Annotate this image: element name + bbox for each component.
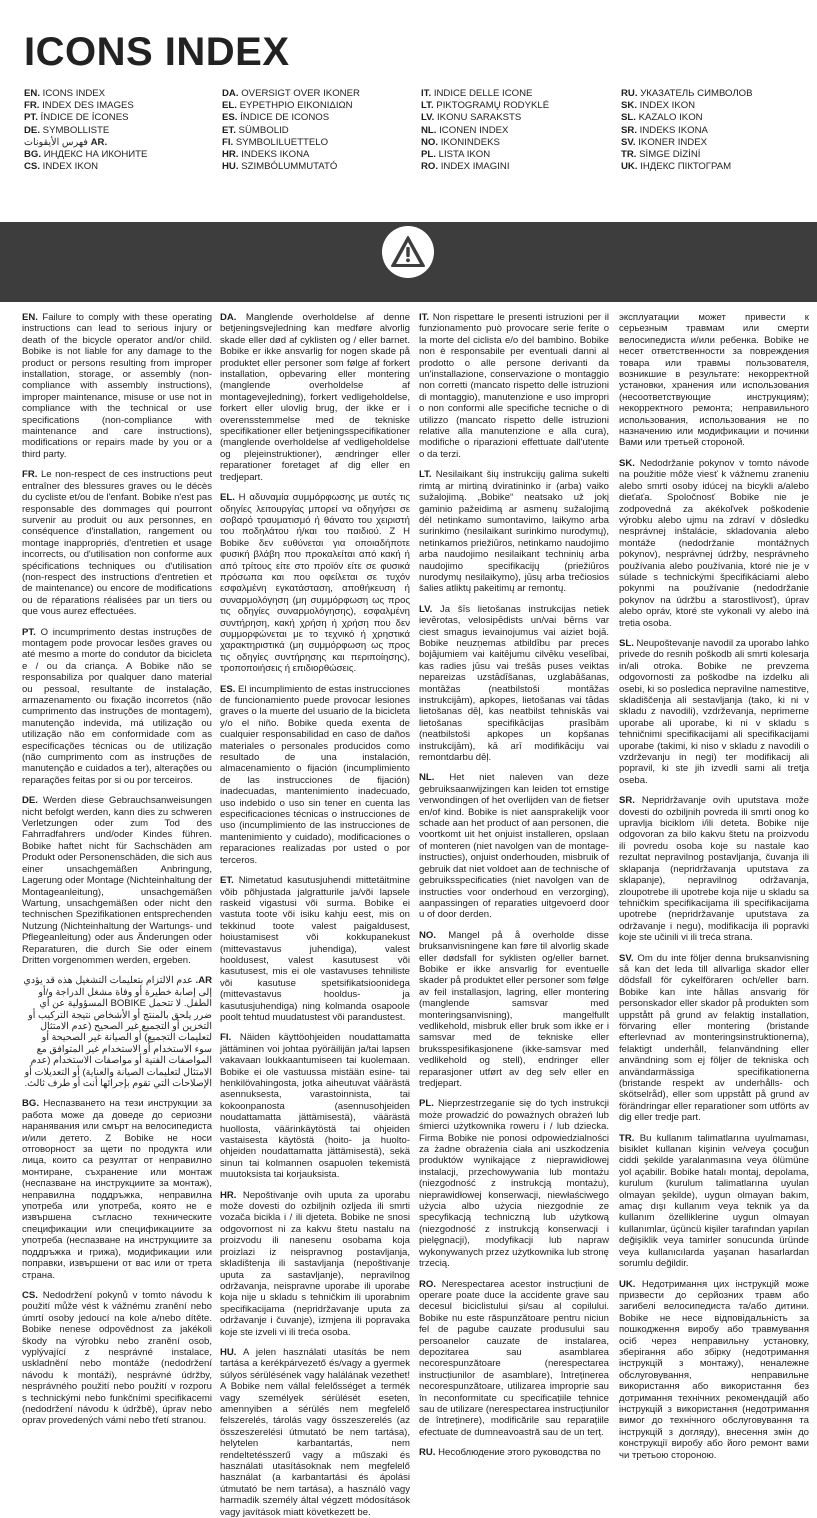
language-code: HR.: [220, 1189, 237, 1201]
language-code: LT.: [421, 100, 434, 112]
warning-paragraph: [419, 930, 609, 1090]
warning-paragraph: [419, 772, 609, 920]
index-entry: [621, 161, 753, 173]
language-code: DA.: [222, 88, 239, 99]
language-code: BG.: [24, 149, 42, 161]
warning-paragraph: [220, 492, 410, 675]
warning-paragraph: [220, 1190, 410, 1338]
warning-icon: [382, 226, 434, 278]
language-code: SV.: [619, 952, 634, 964]
warning-paragraph: [22, 627, 212, 787]
language-code: EL.: [222, 100, 237, 112]
warning-triangle-icon: [390, 234, 426, 270]
paragraph-text: Neupoštevanje navodil za uporabo lahko privede do resnih poškodb ali smrti kolesarja in/ali otroka. Bobike ne prevzema odgovornosti za poškodbe na izdelku ali osebi, ki so posledica nepravilne namestitve, skladiščenja ali sestavljanja (tako, ki ni v skladu z navodili), vzdrževanja, neprimerne uporabe ali uporabe, ki ni v skladu s tehničnimi specifikacijami ali specifikacijami uporabe (takimi, ki niso v skladu z navodili o vzdrževanju in negi) ter modifikacij ali popravil, ki ste jih izvedli sami ali tretja oseba.: [619, 637, 810, 786]
index-label: ИНДЕКС НА ИКОНИТЕ: [43, 149, 148, 161]
warning-paragraph: [419, 469, 609, 594]
warning-paragraph: [619, 1279, 809, 1462]
index-label: ÍNDICE DE ÍCONES: [40, 112, 129, 124]
index-label: IKONU SARAKSTS: [437, 112, 522, 124]
warning-paragraph: [419, 1279, 609, 1439]
language-code: HU.: [220, 1346, 237, 1358]
index-label: ICONEN INDEX: [439, 124, 509, 136]
language-code: ET.: [220, 875, 234, 887]
language-code: SR.: [621, 124, 637, 136]
index-entry: [421, 149, 549, 161]
language-code: FI.: [220, 1032, 232, 1044]
index-entry: [421, 100, 549, 112]
language-code: FR.: [22, 469, 38, 481]
index-entry: [421, 112, 549, 124]
index-entry: [621, 100, 753, 112]
index-column: [222, 88, 360, 173]
paragraph-text: A jelen használati utasítás be nem tartása a kerékpárvezető és/vagy a gyermek súlyos sérülésének vagy halálának vezethet! A Bobike nem vállal felelősséget a termék vagy személyek sérülését eseten, amennyiben a sérülés nem megfelelő felszerelés, tárolás vagy összeszerelés (az összeszerelési útmutató be nem tartása), helytelen karbantartás, nem rendeltetésszerű vagy a műszaki és használati utasításoknak nem megfelelő használat (a karbantartási és ápolási útmutató be nem tartása), a használó vagy harmadik személy által végzett módosítások vagy javítások miatt következett be.: [220, 1346, 410, 1518]
index-entry: [24, 149, 147, 161]
index-label: SYMBOLLISTE: [42, 124, 110, 136]
index-entry: [621, 149, 753, 161]
language-code: DE.: [22, 795, 38, 807]
index-label: INDEX IKON: [639, 100, 696, 112]
paragraph-text: эксплуатации может привести к серьезным травмам или смерти велосипедиста и/или ребенка. Bobike не несет ответственности за повреждения товара или травмы пользователя, возникшие в результате: некорректной установки, хранения или использования (несоответствующие инструкциям); некорректного ремонта; неправильного использования, использования не по назначению или модификации и починки Вами или третьей стороной.: [619, 312, 809, 449]
warning-paragraph: [220, 684, 410, 867]
warning-paragraph: [22, 1098, 212, 1281]
index-entry: [222, 112, 360, 124]
language-code: RO.: [421, 161, 439, 173]
index-label: УКАЗАТЕЛЬ СИМВОЛОВ: [640, 88, 753, 99]
index-entry: [621, 112, 753, 124]
language-code: PT.: [22, 626, 36, 638]
language-code: TR.: [621, 149, 637, 161]
paragraph-text: Om du inte följer denna bruksanvisning så kan det leda till allvarliga skador eller dödsfall för cykelföraren och/eller barn. Bobike kan inte hållas ansvarig för personskador eller skador på produkten som uppstått på grund av felaktig installation, förvaring eller montering (bristande efterlevnad av monteringsinstruktionerna), felaktigt underhåll, felanvändning eller användning som ej följer de tekniska och användarmässiga specifikationerna (bristande respekt av underhålls- och skötselråd), eller som uppstått på grund av förändringar eller reparationer som utförts av dig eller tredje part.: [619, 952, 810, 1124]
warning-paragraph: [619, 312, 809, 449]
paragraph-text: Le non-respect de ces instructions peut entraîner des blessures graves ou le décès du cycliste et/ou de l'enfant. Bobike n'est pas responsable des dommages qui pourront survenir au produit ou aux personnes, en conséquence d'installation, rangement ou montage inappropriés, d'entretien et usage incorrects, ou d'utilisation non conforme aux spécifications techniques ou d'utilisation (non-respect des instructions d'entretien et de maintenance) ou encore de modifications ou de réparations réalisées par un tiers ou que vous aurez effectuées.: [22, 469, 213, 618]
index-label: ΕΥΡΕΤΗΡΙΟ ΕΙΚΟΝΙΔΙΩΝ: [239, 100, 353, 112]
paragraph-text: Nimetatud kasutusjuhendi mittetäitmine võib põhjustada jalgratturile ja/või lapsele raskeid vigastusi või surma. Bobike ei vastuta toote või isiku kahju eest, mis on tekkinud toote valest paigaldusest, hoiustamisest või kokkupanekust (mittevastavus juhendiga), valest hooldusest, valest kasutusest või kasutusest, mis ei ole vastavuses tehniliste või kasutuse spetsifikatsioonidega (mittevastavus hooldus- ja kasutusjuhendiga) ning kolmanda osapoole poolt tehtud muudatustest või parandustest.: [220, 875, 411, 1023]
index-entry: [222, 88, 360, 100]
language-code: HU.: [222, 161, 239, 173]
index-label: INDICE DELLE ICONE: [433, 88, 533, 99]
index-label: KAZALO IKON: [638, 112, 703, 124]
index-label: INDEX IKON: [42, 161, 99, 173]
index-label: INDEX DES IMAGES: [42, 100, 134, 112]
warning-paragraph: [220, 875, 410, 1023]
warning-paragraph: [220, 312, 410, 483]
warning-paragraph: [419, 1098, 609, 1269]
language-code: EL.: [220, 492, 235, 504]
index-column: [24, 88, 147, 173]
paragraph-text: Mangel på å overholde disse bruksanvisningene kan føre til alvorlig skade eller dødsfall for syklisten og/eller barnet. Bobike er ikke ansvarlig for eventuelle skader på produktet eller personer som følge av feil installasjon, lagring, eller montering (manglende samsvar med monteringsanvisning), mangelfullt vedlikehold, misbruk eller bruk som ikke er i samsvar med de tekniske eller bruksspesifikasjonene (ikke-samsvar med vedlikehold og stell), endringer eller reparasjoner utført av deg selv eller en tredjepart.: [419, 929, 609, 1089]
index-entry: [24, 125, 147, 137]
warning-paragraph: [220, 1032, 410, 1180]
language-code: CS.: [24, 161, 40, 173]
language-code: PL.: [419, 1098, 434, 1110]
index-label: OVERSIGT OVER IKONER: [241, 88, 360, 99]
paragraph-text: Manglende overholdelse af denne betjeningsvejledning kan medføre alvorlig skade eller død af cyklisten og / eller barnet. Bobike er ikke ansvarlig for nogen skade på produktet eller personer som følge af forkert installation, opbevaring eller montering (manglende overholdelse af montagevejledning), forkert vedligeholdelse, forkert eller ulovlig brug, der ikke er i overensstemmelse med de tekniske specifikationer eller betjeningsspecifikationer (manglende overholdelse af vedligeholdelse og plejeinstruktioner), ændringer eller reparationer foretaget af dig eller en tredjepart.: [220, 312, 411, 483]
paragraph-text: Nepoštivanje ovih uputa za uporabu može dovesti do ozbiljnih ozljeda ili smrti vozača bicikla i / ili djeteta. Bobike ne snosi odgovornost ni za kakvu štetu nastalu na proizvodu ili nanesenu osobama koja proizlazi iz neispravnog postavljanja, skladištenja ili sastavljanja (nepoštivanje uputa za sastavljanje), nepravilnog održavanja, neispravne uporabe ili uporabe koja nije u skladu s tehničkim ili uporabnim specifikacijama (nepridržavanje uputa za održavanje i čuvanje), izmjena ili popravaka koje ste izveli vi ili treća osoba.: [220, 1189, 411, 1338]
text-column: [619, 312, 810, 1461]
language-code: TR.: [619, 1132, 635, 1144]
paragraph-text: Недотримання цих інструкцій може призвести до серйозних травм або загибелі велосипедиста та/або дитини. Bobike не несе відповідальність за пошкодження виробу або травмування осіб через неправильну установку, зберігання або збірку (недотримання інструкцій з монтажу), неналежне обслуговування, неправильне використання або використання без дотримання технічних рекомендацій або інструкцій з використання (недотримання вимог до технічного обслуговування та інструкцій з догляду), внесення змін до конструкції виробу або його ремонт вами чи третьою стороною.: [619, 1278, 810, 1461]
index-label: INDEKS IKONA: [639, 124, 708, 136]
paragraph-text: Nesilaikant šių instrukcijų galima sukelti rimtą ar mirtiną dviratininko ir (arba) vaiko sužalojimą. „Bobike“ neatsako už jokį gaminio pažeidimą ar asmenų sužalojimą dėl netinkamo sumontavimo, laikymo arba surinkimo (nesilaikant surinkimo nurodymų), netinkamos priežiūros, netinkamo naudojimo arba naudojimo nesilaikant techninių arba naudojimo specifikacijų (priežiūros nurodymų nesilaikymo), jūsų arba trečiosios šalies atliktų pakeitimų ar remontų.: [419, 469, 609, 595]
language-code: ET.: [222, 124, 236, 136]
paragraph-text: Werden diese Gebrauchsanweisungen nicht befolgt werden, kann dies zu schweren Verletzungen oder zum Tod des Fahrradfahrers und/oder Kindes führen. Bobike haftet nicht für Sachschäden am Produkt oder Personenschäden, die sich aus einer unsachgemäßen Anbringung, Lagerung oder Montage (Nichteinhaltung der Montageanleitung), unsachgemäßen Wartung, unsachgemäßen oder nicht den technischen Spezifikationen entsprechenden Nutzung (Nichteinhaltung der Wartungs- und Pflegeanleitung) oder aus Änderungen oder Reparaturen, die durch Sie oder einem Dritten vorgenommen werden, ergeben.: [22, 795, 213, 966]
language-code: AR.: [195, 975, 212, 987]
paragraph-text: عدم الالتزام بتعليمات التشغيل هذه قد يؤدي إلى إصابة خطيرة أو وفاة مشغل الدراجة و/أو الطفل. لا تتحمل BOBIKE المسؤولية عن أي ضرر يلحق بالمنتج أو الأشخاص نتيجة التركيب أو التخزين أو التجميع غير الصحيح (عدم الامتثال لتعليمات التجميع) أو الصيانة غير الصحيحة أو سوء الاستخدام أو الاستخدام غير المتوافق مع المواصفات الفنية أو مواصفات الاستخدام (عدم الامتثال لتعليمات الصيانة والعناية) أو التعديلات أو الإصلاحات التي تقوم بإجرائها أنت أو طرف ثالث.: [23, 975, 212, 1089]
language-code: CS.: [22, 1289, 38, 1301]
page-title: ICONS INDEX: [24, 30, 290, 74]
paragraph-text: Неспазването на тези инструкции за работа може да доведе до сериозни наранявания или смърт на велосипедиста и/или детето. Z Bobike не носи отговорност за щети по продукта или лица, които са резултат от неправилно монтиране, съхранение или монтаж (неспазване на инструкциите за монтаж), неправилна поддръжка, неправилна употреба или употреба, която не е извършена съгласно техническите спецификации или спецификациите за употреба (неспазване на инструкциите за поддръжка и грижа), модификации или поправки, извършени от вас или от трета страна.: [22, 1098, 212, 1281]
index-label: ІНДЕКС ПІКТОГРАМ: [640, 161, 732, 173]
warning-paragraph: [419, 312, 609, 460]
paragraph-text: Η αδυναμία συμμόρφωσης με αυτές τις οδηγίες λειτουργίας μπορεί να οδηγήσει σε σοβαρό τραυματισμό ή θάνατο του χειριστή του ποδηλάτου ή/και του παιδιού. Z Η Bobike δεν ευθύνεται για οποιαδήποτε φυσική βλάβη που προκαλείται από κακή ή από τρίτους είτε στο προϊόν είτε σε φυσικά πρόσωπα και που οφείλεται σε τυχόν εσφαλμένη εγκατάσταση, αποθήκευση ή συναρμολόγηση (μη συμμόρφωση ως προς τις οδηγίες συναρμολόγησης), εσφαλμένη συντήρηση, κακή χρήση ή χρήση που δεν συμμορφώνεται με το τεχνικό ή χρηστικά χαρακτηριστικά (μη συμμόρφωση ως προς τις οδηγίες συντήρησης και περιποίησης), τροποποιήσεις ή επιδιορθώσεις.: [220, 492, 410, 675]
language-code: DA.: [220, 312, 237, 323]
warning-paragraph: [22, 312, 212, 460]
paragraph-text: Nedodržení pokynů v tomto návodu k použití může vést k vážnému zranění nebo úmrtí osoby jedoucí na kole a/nebo dítěte. Bobike nenese odpovědnost za jakékoli škody na výrobku nebo zranění osob, vyplývající z nesprávné instalace, uskladnění nebo montáže (nedodržení návodu k montáži), nesprávné údržby, nesprávného použití nebo použití v rozporu s technickými nebo funkčními specifikacemi (nedodržení návodu k údržbě), úprav nebo oprav provedených vámi nebo třetí stranou.: [22, 1289, 212, 1427]
index-entry: [24, 161, 147, 173]
paragraph-text: Bu kullanım talimatlarına uyulmaması, bisiklet kullanan kişinin ve/veya çocuğun ciddi şekilde yaralanmasına veya ölümüne yol açabilir. Bobike hatalı montaj, depolama, kurulum (kurulum talimatlarına uyulan olmayan şekilde), uygun olmayan bakım, amaç dışı kullanım veya teknik ya da kullanım özelliklerine uygun olmayan kullanımlar, üçüncü kişiler tarafından yapılan değişiklik veya tamirler sonucunda üründe veya kullanıcılarda yaşanan hasarlardan sorumlu değildir.: [619, 1132, 809, 1270]
index-entry: [222, 149, 360, 161]
index-label: INDEX IMAGINI: [440, 161, 510, 173]
warning-paragraph: [419, 604, 609, 764]
index-entry: [222, 100, 360, 112]
paragraph-text: Nerespectarea acestor instrucțiuni de operare poate duce la accidente grave sau decesul biciclistului și/sau al copilului. Bobike nu este răspunzătoare pentru niciun fel de pagube cauzate produsului sau persoanelor cauzate de instalarea, depozitarea sau asamblarea necorespunzătoare (nerespectarea instrucțiunilor de asamblare), întreținerea necorespunzătoare, utilizarea improprie sau în neconformitate cu specificațiile tehnice sau de utilizare (nerespectarea instrucțiunilor de întreținere), modificările sau reparațiile efectuate de dumneavoastră sau de un terț.: [419, 1278, 610, 1438]
warning-paragraph: [22, 469, 212, 617]
index-entry: [222, 125, 360, 137]
warning-paragraph: [619, 1133, 809, 1270]
index-label: ÍNDICE DE ICONOS: [240, 112, 330, 124]
index-label: SİMGE DİZİNİ: [639, 149, 701, 161]
warning-paragraph: [619, 795, 809, 943]
text-column: [419, 312, 610, 1459]
paragraph-text: Non rispettare le presenti istruzioni per il funzionamento può provocare serie ferite o la morte del ciclista e/o del bambino. Bobike non è responsabile per eventuali danni al prodotto o alle persone derivanti da un'installazione, conservazione o montaggio non corretti (mancato rispetto delle istruzioni di montaggio), manutenzione e uso impropri o non conformi alle specifiche tecniche o di utilizzo (mancato rispetto delle istruzioni relative alla manutenzione e alla cura), modifiche o riparazioni effettuate dall'utente o da terzi.: [419, 312, 609, 460]
index-label: INDEKS IKONA: [241, 149, 310, 161]
language-code: SR.: [619, 795, 635, 807]
language-code: LV.: [421, 112, 435, 124]
language-code: IT.: [421, 88, 432, 99]
index-label: IKONINDEKS: [440, 136, 500, 148]
index-label: ICONS INDEX: [42, 88, 106, 99]
language-code: NL.: [419, 772, 435, 784]
index-entry: [24, 112, 147, 124]
index-entry: [24, 137, 134, 149]
index-entry: [421, 125, 549, 137]
paragraph-text: O incumprimento destas instruções de montagem pode provocar lesões graves ou até mesmo a morte do condutor da bicicleta e / ou da criança. A Bobike não se responsabiliza por qualquer dano material ou pessoal, resultante de instalação, armazenamento ou fixação incorretos (não cumprimento das instruções de montagem), manutenção indevida, má utilização ou utilização não em conformidade com as especificações técnicas ou de utilização (não cumprimento com as instruções de manutenção e cuidados a ter), alterações ou reparações feitas por si ou por terceiros.: [22, 626, 212, 786]
index-label: LISTA IKON: [438, 149, 491, 161]
language-code: EN.: [22, 312, 38, 323]
index-label: SZIMBÓLUMMUTATÓ: [241, 161, 338, 173]
language-code: SK.: [621, 100, 637, 112]
index-entry: [421, 137, 549, 149]
language-code: BG.: [22, 1098, 39, 1110]
index-column: [621, 88, 753, 173]
index-entry: [621, 137, 753, 149]
text-column: [22, 312, 213, 1427]
index-label: SYMBOLILUETTELO: [235, 136, 329, 148]
index-entry: [222, 161, 360, 173]
language-code: DE.: [24, 124, 40, 136]
index-label: PIKTOGRAMŲ RODYKLĖ: [436, 100, 550, 112]
paragraph-text: Несоблюдение этого руководства по: [438, 1447, 601, 1459]
language-code: .AR: [90, 136, 108, 148]
language-code: UK.: [619, 1278, 636, 1290]
paragraph-text: El incumplimiento de estas instrucciones de funcionamiento puede provocar lesiones graves o la muerte del usuario de la bicicleta y/o el niño. Bobike queda exenta de cualquier responsabilidad en caso de daños materiales o personales producidos como resultado de una instalación, almacenamiento o fijación (incumplimiento de las instrucciones de fijación) inadecuadas, mantenimiento inadecuado, uso indebido o uso sin tener en cuenta las especificaciones técnicas o instrucciones de uso (incumplimiento de las instrucciones de mantenimiento y cuidado), modificaciones o reparaciones realizadas por usted o por terceros.: [220, 683, 410, 866]
index-label: IKONER INDEX: [638, 136, 708, 148]
warning-paragraph: [619, 953, 809, 1124]
language-code: PT.: [24, 112, 38, 124]
language-code: NO.: [421, 136, 439, 148]
language-code: FI.: [222, 136, 234, 148]
index-entry: [24, 88, 147, 100]
index-entry: [621, 125, 753, 137]
paragraph-text: Nedodržanie pokynov v tomto návode na použitie môže viesť k vážnemu zraneniu alebo smrti osoby idúcej na bicykli a/alebo dieťaťa. Spoločnosť Bobike nie je zodpovedná za akékoľvek poškodenie výrobku alebo ujmu na zdraví v dôsledku nesprávnej inštalácie, skladovania alebo montáže (nedodržanie montážnych pokynov), nesprávnej údržby, nesprávneho používania alebo používania, ktoré nie je v súlade s technickými špecifikáciami alebo pokynmi na používanie (nedodržanie pokynov na údržbu a starostlivosť), úprav alebo opráv, ktoré ste vykonali vy alebo iná tretia osoba.: [619, 457, 809, 629]
index-entry: [421, 88, 549, 100]
language-code: RU.: [621, 88, 638, 99]
language-code: HR.: [222, 149, 239, 161]
paragraph-text: Failure to comply with these operating instructions can lead to serious injury or death of the bicycle operator and/or child. Bobike is not liable for any damage to the product or persons resulting from improper installation, storage, or assembly (non-compliance with assembly instructions), improper maintenance, misuse or use not in compliance with the technical or use specifications (non-compliance with maintenance and care instructions), modifications or repairs made by you or a third party.: [22, 312, 213, 460]
language-code: SV.: [621, 136, 636, 148]
language-code: FR.: [24, 100, 40, 112]
paragraph-text: Näiden käyttöohjeiden noudattamatta jättäminen voi johtaa pyöräilijän ja/tai lapsen vakavaan loukkaantumiseen tai kuolemaan. Bobike ei ole vastuussa mistään esine- tai henkilövahingosta, jotka aiheutuvat väärästä asennuksesta, varastoinnista, tai kokoonpanosta (asennusohjeiden noudattamatta jättämisestä), väärästä huollosta, väärinkäytöstä tai ohjeiden vastaisesta käytöstä (hoito- ja huolto-ohjeiden noudattamatta jättämisestä), sekä sinun tai kolmannen osapuolen tekemistä muutoksista tai korjauksista.: [220, 1032, 411, 1181]
warning-paragraph: [419, 1447, 609, 1458]
language-code: IT.: [419, 312, 430, 323]
index-entry: [222, 137, 360, 149]
paragraph-text: Nieprzestrzeganie się do tych instrukcji może prowadzić do poważnych obrażeń lub śmierci użytkownika roweru i / lub dziecka. Firma Bobike nie ponosi odpowiedzialności za żadne obrażenia ciała ani uszkodzenia produktów wynikające z nieprawidłowej instalacji, przechowywania lub montażu (niezgodność z instrukcją montażu), nieprawidłowej konserwacji, niewłaściwego użycia albo użycia niezgodnie ze specyfikacją techniczną lub użytkową (niezgodność z instrukcją konserwacji i pielęgnacji), modyfikacji lub napraw wykonywanych przez użytkownika lub stronę trzecią.: [419, 1098, 609, 1270]
paragraph-text: Ja šīs lietošanas instrukcijas netiek ievērotas, velosipēdists un/vai bērns var ciest smagus ievainojumus vai aiziet bojā. Bobike neuzņemas atbildību par preces bojājumiem vai kaitējumu cilvēku veselībai, kas radies jūsu vai trešās puses veiktas nepareizas uzstādīšanas, uzglabāšanas, montāžas (neatbilstoši montāžas instrukcijām), apkopes, lietošanas vai tādas lietošanas dēļ, kas neatbilst tehniskās vai lietošanas specifikācijas prasībām (neatbilstoši apkopes un kopšanas instrukcijām), kā arī modifikāciju vai remontdarbu dēļ.: [419, 603, 609, 764]
index-column: [421, 88, 549, 173]
warning-paragraph: [619, 458, 809, 629]
language-code: PL.: [421, 149, 436, 161]
language-code: LT.: [419, 469, 432, 481]
language-code: RU.: [419, 1447, 436, 1459]
language-code: LV.: [419, 603, 433, 615]
paragraph-text: Het niet naleven van deze gebruiksaanwijzingen kan leiden tot ernstige verwondingen of het overlijden van de fietser en/of kind. Bobike is niet aansprakelijk voor schade aan het product of aan personen, die voortkomt uit het onjuist installeren, opslaan of monteren (niet navolgen van de montage-instructies), onjuist onderhouden, misbruik of gebruik dat niet voldoet aan de technische of gebruiksspecificaties (niet navolgen van de instructies voor onderhoud en verzorging), aanpassingen of reparaties uitgevoerd door u of door derden.: [419, 772, 609, 921]
warning-paragraph: [22, 975, 212, 1089]
index-label: فهرس الأيقونات: [24, 136, 88, 148]
warning-paragraph: [22, 1290, 212, 1427]
language-code: SL.: [621, 112, 636, 124]
language-code: NL.: [421, 124, 437, 136]
index-label: SÜMBOLID: [238, 124, 289, 136]
language-code: RO.: [419, 1278, 436, 1290]
language-code: SK.: [619, 457, 635, 469]
warning-paragraph: [619, 638, 809, 786]
index-entry: [24, 100, 147, 112]
index-entry: [421, 161, 549, 173]
warning-paragraph: [220, 1347, 410, 1518]
language-code: EN.: [24, 88, 40, 99]
index-entry: [621, 88, 753, 100]
language-code: SL.: [619, 637, 634, 649]
warning-paragraph: [22, 795, 212, 966]
language-code: UK.: [621, 161, 638, 173]
text-column: [220, 312, 411, 1518]
language-code: NO.: [419, 929, 436, 941]
paragraph-text: Nepridržavanje ovih uputstava može dovesti do ozbiljnih povreda ili smrti onog ko upravlja biciklom i/ili deteta. Bobike nije odgovoran za bilo kakvu štetu na proizvodu ili povredu osoba koje su nastale kao rezultat nepravilnog postavljanja, čuvanja ili sklapanja (nepridržavanja uputstava za sklapanje), nepravilnog održavanja, zloupotrebe ili upotrebe koja nije u skladu sa tehničkim specifikacijama ili specifikacijama upotrebe (nepridržavanje uputstava za održavanje i negu), modifikacija ili popravki koje ste učinili vi ili treća strana.: [619, 795, 809, 944]
language-code: ES.: [222, 112, 238, 124]
language-code: ES.: [220, 683, 236, 695]
